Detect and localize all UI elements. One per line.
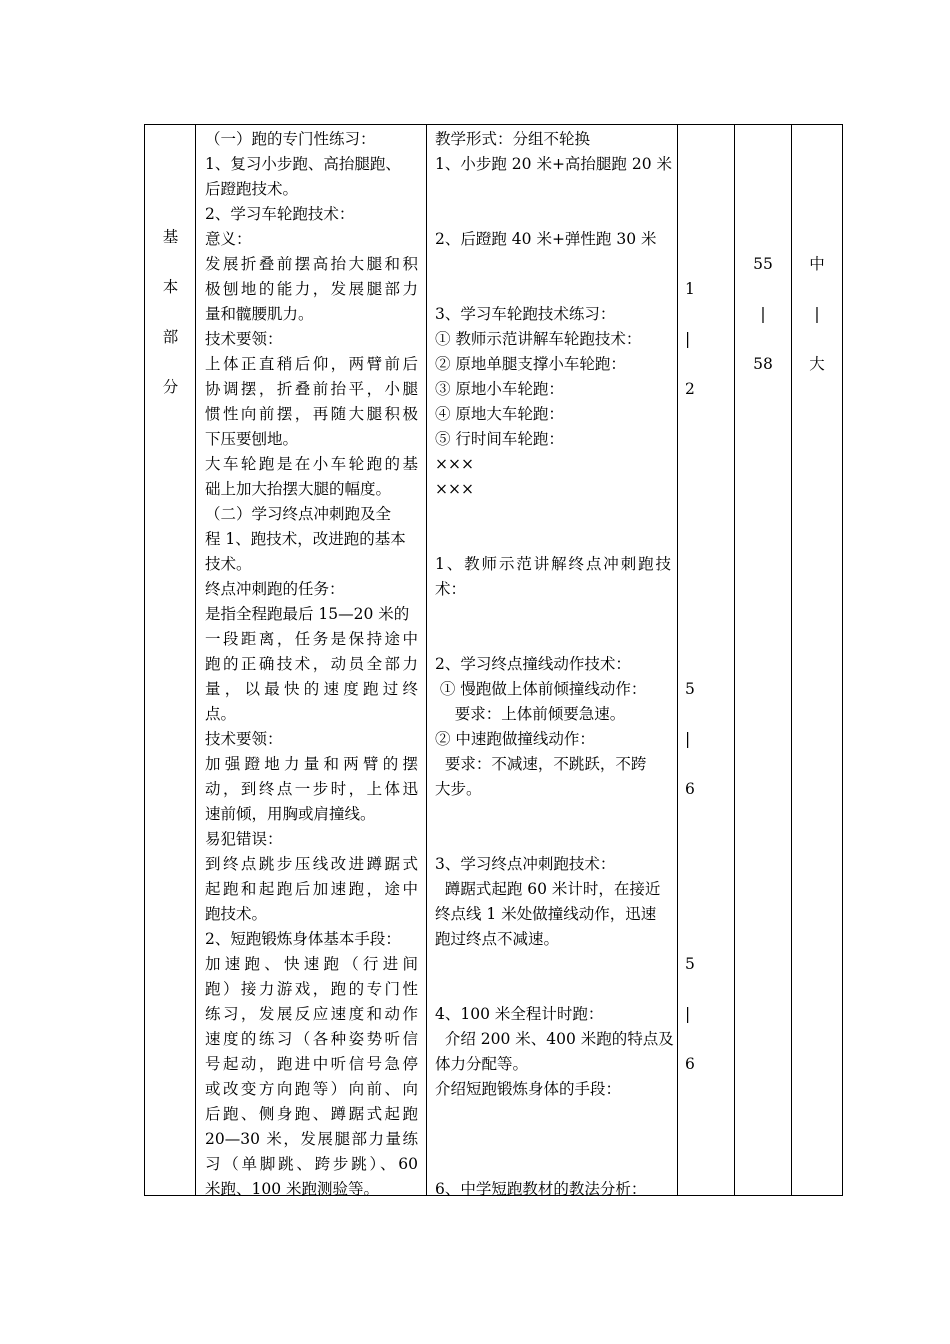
intensity-value: 大 — [809, 355, 825, 373]
content-line: 加速跑、快速跑（行进间 — [205, 955, 418, 973]
organization-line: 终点线 1 米处做撞线动作，迅速 — [435, 905, 657, 923]
organization-line: 教学形式：分组不轮换 — [435, 130, 591, 148]
repetition-value: | — [685, 330, 691, 348]
organization-line: 跑过终点不减速。 — [435, 930, 560, 948]
content-line: 技术要领： — [205, 330, 283, 348]
content-line: 下压要刨地。 — [205, 430, 299, 448]
organization-line: 术： — [435, 580, 467, 598]
content-line: 后跑、侧身跑、蹲踞式起跑 — [205, 1105, 418, 1123]
organization-line: 2、后蹬跑 40 米+弹性跑 30 米 — [435, 230, 657, 248]
column-divider — [791, 125, 792, 1195]
organization-line: ⑤ 行时间车轮跑： — [435, 430, 564, 448]
organization-line: 3、学习车轮跑技术练习： — [435, 305, 616, 323]
repetition-value: 6 — [685, 1055, 695, 1073]
column-divider — [734, 125, 735, 1195]
organization-line: ② 中速跑做撞线动作： — [435, 730, 595, 748]
content-line: 跑技术。 — [205, 905, 268, 923]
content-line: 2、短跑锻炼身体基本手段： — [205, 930, 401, 948]
content-line: （一）跑的专门性练习： — [205, 130, 376, 148]
lesson-plan-table — [144, 124, 843, 1196]
repetition-value: 2 — [685, 380, 695, 398]
duration-value: 55 — [753, 255, 773, 273]
content-line: 大车轮跑是在小车轮跑的基 — [205, 455, 418, 473]
organization-line: 4、100 米全程计时跑： — [435, 1005, 604, 1023]
organization-line: ② 原地单腿支撑小车轮跑： — [435, 355, 626, 373]
content-line: 终点冲刺跑的任务： — [205, 580, 345, 598]
organization-line: 大步。 — [435, 780, 482, 798]
content-line: 跑）接力游戏，跑的专门性 — [205, 980, 418, 998]
organization-line: ① 慢跑做上体前倾撞线动作： — [435, 680, 647, 698]
organization-line: 6、中学短跑教材的教法分析： — [435, 1180, 647, 1198]
organization-line: ××× — [435, 480, 474, 498]
content-line: 是指全程跑最后 15—20 米的 — [205, 605, 410, 623]
content-line: 习（单脚跳、跨步跳）、60 — [205, 1155, 418, 1173]
content-line: 程 1、跑技术，改进跑的基本 — [205, 530, 406, 548]
organization-line: ④ 原地大车轮跑： — [435, 405, 564, 423]
content-line: 动，到终点一步时，上体迅 — [205, 780, 418, 798]
content-line: 协调摆，折叠前抬平，小腿 — [205, 380, 418, 398]
organization-line: ① 教师示范讲解车轮跑技术： — [435, 330, 642, 348]
content-line: 跑的正确技术，动员全部力 — [205, 655, 418, 673]
duration-value: 58 — [753, 355, 773, 373]
content-line: （二）学习终点冲刺跑及全 — [205, 505, 392, 523]
column-divider — [426, 125, 427, 1195]
content-line: 易犯错误： — [205, 830, 283, 848]
content-line: 后蹬跑技术。 — [205, 180, 299, 198]
content-line: 量，以最快的速度跑过终 — [205, 680, 418, 698]
intensity-value: | — [814, 305, 820, 323]
content-line: 量和髋腰肌力。 — [205, 305, 314, 323]
content-line: 速前倾，用胸或肩撞线。 — [205, 805, 376, 823]
content-line: 础上加大抬摆大腿的幅度。 — [205, 480, 392, 498]
content-line: 极刨地的能力，发展腿部力 — [205, 280, 418, 298]
section-label-char: 本 — [162, 278, 179, 296]
repetition-value: 1 — [685, 280, 695, 298]
intensity-value: 中 — [809, 255, 825, 273]
content-line: 练习，发展反应速度和动作 — [205, 1005, 418, 1023]
organization-line: 1、教师示范讲解终点冲刺跑技 — [435, 555, 671, 573]
content-line: 速度的练习（各种姿势听信 — [205, 1030, 418, 1048]
content-line: 技术要领： — [205, 730, 283, 748]
column-divider — [195, 125, 196, 1195]
organization-line: 要求：不减速，不跳跃，不跨 — [435, 755, 647, 773]
section-label-char: 部 — [162, 328, 179, 346]
content-line: 点。 — [205, 705, 237, 723]
repetition-value: | — [685, 730, 691, 748]
content-line: 一段距离，任务是保持途中 — [205, 630, 418, 648]
content-line: 意义： — [205, 230, 252, 248]
duration-value: | — [760, 305, 766, 323]
section-label-char: 分 — [162, 378, 179, 396]
content-line: 发展折叠前摆高抬大腿和积 — [205, 255, 418, 273]
content-line: 1、复习小步跑、高抬腿跑、 — [205, 155, 401, 173]
content-line: 技术。 — [205, 555, 252, 573]
organization-line: 介绍短跑锻炼身体的手段： — [435, 1080, 622, 1098]
content-line: 号起动，跑进中听信号急停 — [205, 1055, 418, 1073]
content-line: 2、学习车轮跑技术： — [205, 205, 355, 223]
organization-line: 蹲踞式起跑 60 米计时，在接近 — [435, 880, 661, 898]
content-line: 起跑和起跑后加速跑，途中 — [205, 880, 418, 898]
content-line: 上体正直稍后仰，两臂前后 — [205, 355, 418, 373]
organization-line: ××× — [435, 455, 474, 473]
organization-line: 2、学习终点撞线动作技术： — [435, 655, 631, 673]
organization-line: ③ 原地小车轮跑： — [435, 380, 564, 398]
column-divider — [677, 125, 678, 1195]
content-line: 惯性向前摆，再随大腿积极 — [205, 405, 418, 423]
content-line: 或改变方向跑等）向前、向 — [205, 1080, 418, 1098]
organization-line: 介绍 200 米、400 米跑的特点及 — [435, 1030, 674, 1048]
repetition-value: 5 — [685, 955, 695, 973]
content-line: 米跑、100 米跑测验等。 — [205, 1180, 380, 1198]
content-line: 到终点跳步压线改进蹲踞式 — [205, 855, 418, 873]
organization-line: 体力分配等。 — [435, 1055, 529, 1073]
section-label-char: 基 — [162, 228, 179, 246]
content-line: 20—30 米，发展腿部力量练 — [205, 1130, 418, 1148]
repetition-value: 5 — [685, 680, 695, 698]
organization-line: 要求：上体前倾要急速。 — [435, 705, 626, 723]
content-line: 加强蹬地力量和两臂的摆 — [205, 755, 418, 773]
organization-line: 3、学习终点冲刺跑技术： — [435, 855, 616, 873]
repetition-value: 6 — [685, 780, 695, 798]
repetition-value: | — [685, 1005, 691, 1023]
organization-line: 1、小步跑 20 米+高抬腿跑 20 米 — [435, 155, 673, 173]
